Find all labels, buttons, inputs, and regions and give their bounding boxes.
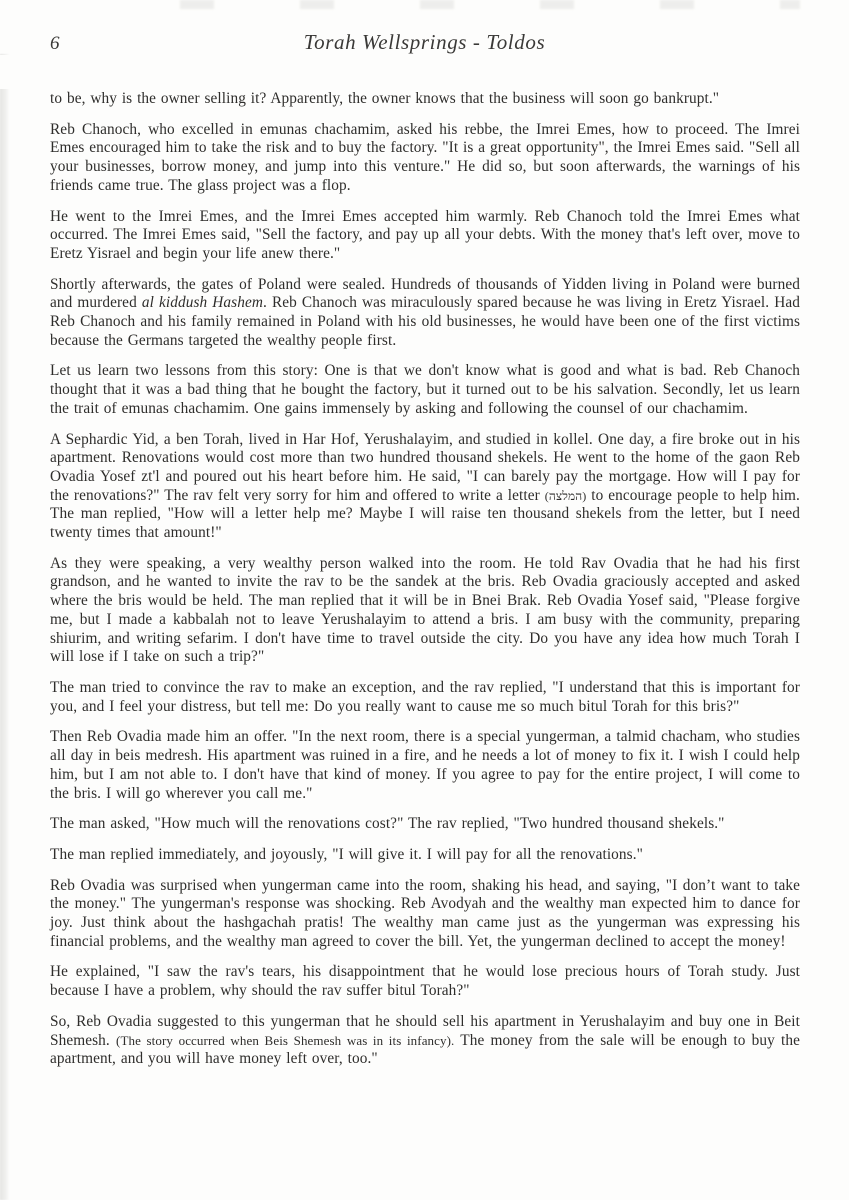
paragraph bbox=[50, 963, 800, 1000]
paragraph bbox=[50, 121, 800, 196]
paragraph bbox=[50, 877, 800, 952]
page-title: Torah Wellsprings - Toldos bbox=[303, 30, 546, 54]
scan-artifact-top-edge bbox=[180, 0, 800, 9]
text-run: to be, why is the owner selling it? Apparently, the owner knows that the business will soon go bankrupt." bbox=[50, 90, 720, 107]
page-header bbox=[0, 30, 849, 64]
paragraph bbox=[50, 728, 800, 803]
text-column bbox=[50, 90, 800, 1081]
text-run: to encourage people to help him. The man replied, "How will a letter help me? Maybe I will raise ten thousand shekels from the letter, but I need twenty times that amount!" bbox=[50, 486, 800, 542]
paragraph bbox=[50, 555, 800, 667]
paragraph bbox=[50, 679, 800, 716]
paragraph bbox=[50, 846, 800, 865]
hebrew-run: (המלצה) bbox=[544, 488, 587, 503]
page-number: 6 bbox=[50, 33, 60, 54]
paragraph bbox=[50, 276, 800, 351]
text-run: The man replied immediately, and joyously, "I will give it. I will pay for all the renovations." bbox=[50, 845, 643, 863]
text-run: Shortly afterwards, the gates of Poland were sealed. Hundreds of thousands of Yidden living in Poland were burned and murdered bbox=[50, 275, 800, 312]
text-run: He went to the Imrei Emes, and the Imrei Emes accepted him warmly. Reb Chanoch told the Imrei Emes what occurred. The Imrei Emes said, "Sell the factory, and pay up all your debts. With the money that's left over, move to Eretz Yisrael and begin your life anew there." bbox=[50, 207, 800, 262]
text-run: . Reb Chanoch was miraculously spared because he was living in Eretz Yisrael. Had Reb Chanoch and his family remained in Poland with his old businesses, he would have been one of the first victims because the Germans targeted the wealthy people first. bbox=[50, 294, 801, 349]
scan-artifact-left-edge bbox=[0, 54, 9, 1200]
text-run: Then Reb Ovadia made him an offer. "In the next room, there is a special yungerman, a talmid chacham, who studies all day in beis medresh. His apartment was ruined in a fire, and he needs a lot of money to fix it. I wish I could help him, but I am not able to. I don't have that kind of money. If you agree to pay for the entire project, I will come to the bris. I will go wherever you call me." bbox=[50, 728, 800, 802]
paragraph bbox=[50, 362, 800, 418]
paragraph bbox=[50, 815, 800, 834]
paragraph bbox=[50, 90, 800, 109]
text-run: He explained, "I saw the rav's tears, his disappointment that he would lose precious hours of Torah study. Just because I have a problem, why should the rav suffer bitul Torah?" bbox=[50, 963, 800, 1000]
text-run: A Sephardic Yid, a ben Torah, lived in Har Hof, Yerushalayim, and studied in kollel. One day, a fire broke out in his apartment. Renovations would cost more than two hundred thousand shekels. He went to the home of the gaon Reb Ovadia Yosef zt'l and poured out his heart before him. He said, "I can barely pay the mortgage. How will I pay for the renovations?" The rav felt very sorry for him and offered to write a letter bbox=[50, 430, 800, 504]
italic-run: al kiddush Hashem bbox=[141, 294, 263, 312]
text-run: So, Reb Ovadia suggested to this yungerman that he should sell his apartment in Yerushalayim and buy one in Beit Shemesh. bbox=[50, 1012, 800, 1049]
text-run: The man asked, "How much will the renovations cost?" The rav replied, "Two hundred thousand shekels." bbox=[50, 815, 725, 833]
text-run: Let us learn two lessons from this story: One is that we don't know what is good and what is bad. Reb Chanoch thought that it was a bad thing that he bought the factory, but it turned out to be his salvation. Secondly, let us learn the trait of emunas chachamim. One gains immensely by asking and following the counsel of our chachamim. bbox=[50, 362, 800, 417]
text-run: Reb Ovadia was surprised when yungerman came into the room, shaking his head, and saying, "I don’t want to take the money." The yungerman's response was shocking. Reb Avodyah and the wealthy man expected him to dance for joy. Just think about the hashgachah pratis! The wealthy man came just as the yungerman was expressing his financial problems, and the wealthy man agreed to cover the bill. Yet, the yungerman declined to accept the money! bbox=[50, 876, 800, 950]
small-note-run: (The story occurred when Beis Shemesh was in its infancy). bbox=[116, 1032, 455, 1048]
paragraph bbox=[50, 208, 800, 264]
text-run: Reb Chanoch, who excelled in emunas chachamim, asked his rebbe, the Imrei Emes, how to proceed. The Imrei Emes encouraged him to take the risk and to buy the factory. "It is a great opportunity", the Imrei Emes said. "Sell all your businesses, borrow money, and jump into this venture." He did so, but soon afterwards, the warnings of his friends came true. The glass project was a flop. bbox=[50, 120, 800, 194]
paragraph bbox=[50, 431, 800, 543]
paragraph bbox=[50, 1013, 800, 1069]
text-run: As they were speaking, a very wealthy person walked into the room. He told Rav Ovadia that he had his first grandson, and he wanted to invite the rav to be the sandek at the bris. Reb Ovadia graciously accepted and asked where the bris would be held. The man replied that it will be in Bnei Brak. Reb Ovadia Yosef said, "Please forgive me, but I made a kabbalah not to leave Yerushalayim to attend a bris. I am busy with the community, preparing shiurim, and writing sefarim. I don't have time to travel outside the city. Do you have any idea how much Torah I will lose if I take on such a trip?" bbox=[50, 554, 800, 666]
text-run: The money from the sale will be enough to buy the apartment, and you will have money left over, too." bbox=[50, 1031, 801, 1068]
text-run: The man tried to convince the rav to make an exception, and the rav replied, "I understand that this is important for you, and I feel your distress, but tell me: Do you really want to cause me so much bitul Torah for this bris?" bbox=[50, 678, 800, 715]
